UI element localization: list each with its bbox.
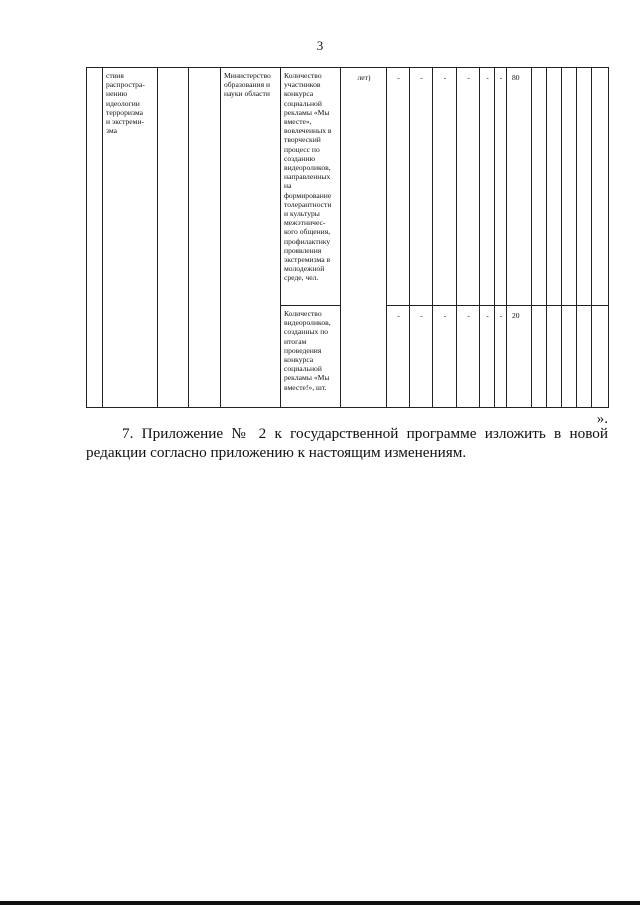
- table-cell-value: 20: [507, 306, 532, 408]
- closing-quote: ».: [596, 411, 608, 427]
- table-cell-empty: [532, 306, 547, 408]
- table-cell-empty: [547, 306, 562, 408]
- page-number: 3: [316, 38, 324, 53]
- table-cell-executor: [221, 68, 281, 408]
- table-cell-value: 80: [507, 68, 532, 306]
- scan-edge: [0, 901, 640, 905]
- table-cell-value: -: [495, 306, 507, 408]
- table-cell-empty: [562, 306, 577, 408]
- table-cell-unit: [341, 68, 387, 408]
- paragraph-line-2: редакции согласно приложению к настоящим изменениям.: [86, 444, 467, 461]
- table-cell-value: -: [480, 306, 495, 408]
- table-cell-empty: [577, 68, 592, 306]
- table-cell-empty: [532, 68, 547, 306]
- table-cell-value: -: [495, 68, 507, 306]
- table-cell-indicator-1: [281, 68, 341, 306]
- table-cell-value: -: [410, 306, 433, 408]
- table-cell-empty: [547, 68, 562, 306]
- table-cell-indicator-2: [281, 306, 341, 408]
- table-cell-value: -: [387, 68, 410, 306]
- table-cell-empty: [562, 68, 577, 306]
- table-cell-value: -: [387, 306, 410, 408]
- executor-text: Министерство образования и науки области: [224, 71, 271, 99]
- unit-text: лет): [357, 73, 371, 82]
- table-cell-measure: [103, 68, 158, 408]
- table-cell-empty: [592, 306, 609, 408]
- table-cell-value: -: [457, 68, 480, 306]
- table-cell-number: [87, 68, 103, 408]
- table-cell-empty: [577, 306, 592, 408]
- table-cell-empty-a: [158, 68, 189, 408]
- program-table: [86, 67, 609, 408]
- table-cell-value: -: [433, 68, 457, 306]
- indicator-1-text: Количество участников конкурса социальной рекламы «Мы вместе», вовлеченных в творческий процесс по созданию видеороликов, направленных на формирование толерантности и культуры межэтничес- кого общения, профилактику проявления экстремизма в молодежной среде, чел.: [284, 71, 332, 283]
- table-cell-value: -: [410, 68, 433, 306]
- table-cell-empty-b: [189, 68, 221, 408]
- table-cell-value: -: [457, 306, 480, 408]
- table-cell-value: -: [480, 68, 495, 306]
- table-cell-empty: [592, 68, 609, 306]
- measure-text: ствия распростра- нению идеологии терроризма и экстреми- зма: [106, 71, 145, 136]
- indicator-2-text: Количество видеороликов, созданных по итогам проведения конкурса социальной рекламы «Мы вместе!», шт.: [284, 309, 331, 392]
- amendment-paragraph: [86, 424, 608, 462]
- table-cell-value: -: [433, 306, 457, 408]
- paragraph-line-1: 7. Приложение № 2 к государственной программе изложить в новой: [122, 425, 608, 442]
